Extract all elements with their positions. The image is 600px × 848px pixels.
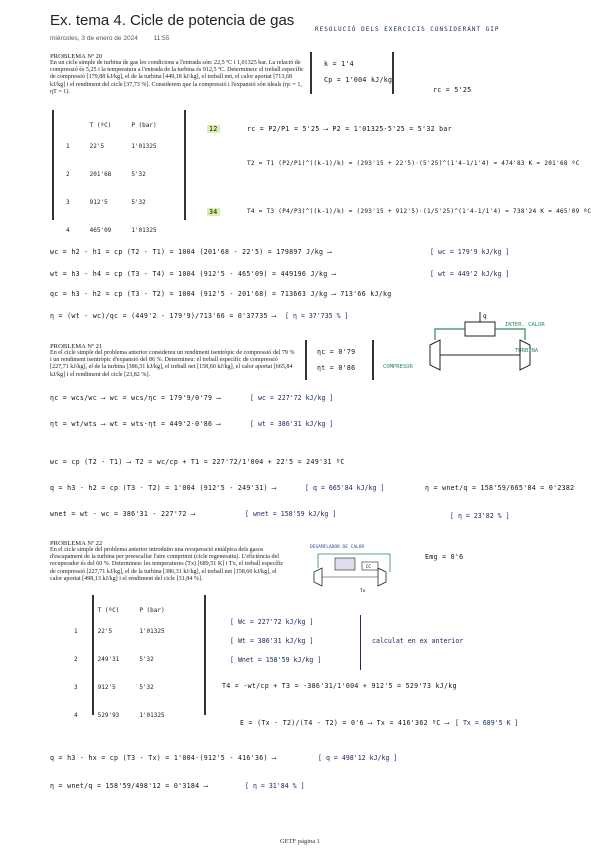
eq-qc-20: qc = h3 - h2 = cp (T3 - T2) = 1004 (912'5 - 201'68) = 713663 J/kg ⟶ 713'66 kJ/kg [50, 290, 392, 298]
label-q: q [483, 313, 487, 320]
eq-t4-22: T4 = -wt/cp + T3 = -386'31/1'004 + 912'5 = 529'73 kJ/kg [222, 682, 457, 690]
eq-q-21: q = h3 - h2 = cp (T3 - T2) = 1'004 (912'5 - 249'31) ⟶ [50, 484, 277, 492]
problem-22-text: En el cicle simple del problema anterior introduïm una recuperació entàlpica dels gasos d'escapament de la turbina per preescalfar l'aire comprimit (cicle regeneratiu). L'eficiència del recuperador és del 60 %. Determineu: les temperatures (Tx) [689,51 K] i Tx, el treball específic de compressió [227,71 kJ/kg], el de la turbina [386,31 kJ/kg], el treball net [158,60 kJ/kg], el calor aportat [498,13 kJ/kg] i el rendiment del cicle [31,84 %]. [50, 547, 284, 582]
eq-wnet-21: wnet = wt - wc = 386'31 - 227'72 ⟶ [50, 510, 196, 518]
problem-20-table [56, 118, 167, 244]
result-wc-22: [ Wc = 227'72 kJ/kg ] [230, 618, 314, 626]
table-row: 1 22'5 1'01325 [66, 142, 157, 150]
header-note: RESOLUCIÓ DELS EXERCICIS CONSIDERANT GIP [315, 26, 500, 33]
efficiency-box [305, 340, 374, 380]
result-wnet-21: [ wnet = 158'59 kJ/kg ] [245, 510, 337, 518]
label-turbine: TURBINA [515, 348, 539, 354]
table-row: 1 22'5 1'01325 [74, 627, 165, 635]
problem-22-table [64, 603, 175, 729]
turbine-shape [520, 340, 530, 370]
problem-21-title: PROBLEMA Nº 21 [50, 343, 103, 350]
label-compressor: COMPRESOR [383, 364, 413, 370]
result-eta-21: [ η = 23'82 % ] [450, 512, 510, 520]
pipe [435, 329, 465, 340]
result-wt-20: [ wt = 449'2 kJ/kg ] [430, 270, 510, 278]
table-row: 4 529'93 1'01325 [74, 711, 165, 719]
label-heater: INTER. CALOR [505, 322, 545, 328]
table-header-row: T (ºC) P (bar) [97, 606, 165, 614]
problem-22-table-box [74, 595, 206, 719]
turbine-shape [378, 568, 386, 586]
label-cc: CC [366, 564, 371, 569]
table-row: 3 912'5 5'32 [74, 683, 154, 691]
table-row: 4 465'09 1'01325 [66, 226, 157, 234]
compressor-shape [314, 568, 322, 586]
side-note: calculat en ex anterior [372, 637, 464, 645]
pipe [495, 329, 525, 340]
page-meta [50, 35, 183, 42]
table-row: 2 249'31 5'32 [74, 655, 154, 663]
eq-eta-21: η = wnet/q = 158'59/665'84 = 0'2382 [425, 484, 575, 492]
divider [360, 615, 361, 670]
eq-eta-20: η = (wt - wc)/qc = (449'2 - 179'9)/713'66 = 0'37735 ⟶ [50, 312, 277, 320]
label-tx: Tx [360, 589, 366, 594]
result-q-22: [ q = 498'12 kJ/kg ] [318, 754, 398, 762]
page-time: 11:55 [153, 35, 170, 42]
result-wt-21: [ wt = 386'31 kJ/kg ] [250, 420, 334, 428]
page-date: miércoles, 3 de enero de 2024 [50, 35, 138, 42]
label-regenerator: DESAMFLADOR DE CALOR [310, 545, 365, 550]
problem-20-title: PROBLEMA Nº 20 [50, 53, 103, 60]
eq-wc-20: wc = h2 - h1 = cp (T2 - T1) = 1004 (201'68 - 22'5) = 179897 J/kg ⟶ [50, 248, 332, 256]
eq-rc: rc = P2/P1 = 5'25 ⟶ P2 = 1'01325·5'25 = 5'32 bar [247, 125, 452, 133]
result-wc-20: [ wc = 179'9 kJ/kg ] [430, 248, 510, 256]
table-header-row: T (ºC) P (bar) [89, 121, 157, 129]
compressor-shape [430, 340, 440, 370]
table-row: 2 201'68 5'32 [66, 170, 146, 178]
cycle-diagram-21 [383, 310, 565, 390]
result-wnet-22: [ Wnet = 158'59 kJ/kg ] [230, 656, 322, 664]
cycle-diagram-22 [300, 540, 400, 595]
problem-20-text: En un cicle simple de turbina de gas les condicions a l'entrada són: 22,5 ºC i 1,01325 bar. La relació de compressió és 5,25 i la temperatura a l'entrada de la turbina és 912,5 ºC. Determineu: el treball específic de compressió [179,88 kJ/kg], el de la turbina [449,18 kJ/kg], el treball net, el calor aportat [713,68 kJ/kg] i el rendiment del cicle [37,73 %]. Considerem que la compressió i l'expansió són ideals (ηc = 1, ηT = 1). [50, 60, 304, 95]
problem-21-text: En el cicle simple del problema anterior considereu un rendiment isentròpic de compressió del 79 % i un rendiment isentròpic d'expansió del 86 %. Determineu: el treball específic de compressió [227,71 kJ/kg], el de la turbina [386,31 kJ/kg], el treball net [158,60 kJ/kg], el calor aportat [665,84 kJ/kg] i el rendiment del cicle [23,82 %]. [50, 350, 295, 378]
page-title: Ex. tema 4. Cicle de potencia de gas [50, 12, 295, 29]
eq-t4: T4 = T3 (P4/P3)^((k-1)/k) = (293'15 + 912'5)·(1/5'25)^(1'4-1/1'4) = 738'24 K = 465'09 ºC [247, 208, 592, 215]
table-row: 3 912'5 5'32 [66, 198, 146, 206]
tag-12: 12 [209, 125, 218, 133]
constants-box [310, 52, 394, 94]
eq-eta-22: η = wnet/q = 158'59/498'12 = 0'3184 ⟶ [50, 782, 208, 790]
regenerator-efficiency: Emg = 0'6 [425, 553, 464, 561]
eq-wt-20: wt = h3 - h4 = cp (T3 - T4) = 1004 (912'5 - 465'09) = 449196 J/kg ⟶ [50, 270, 337, 278]
result-tx-22: [ Tx = 689'5 K ] [455, 719, 519, 727]
eq-t2-21: wc = cp (T2 - T1) ⟶ T2 = wc/cp + T1 = 227'72/1'004 + 22'5 = 249'31 ºC [50, 458, 345, 466]
heater-shape [465, 322, 495, 336]
result-q-21: [ q = 665'84 kJ/kg ] [305, 484, 385, 492]
eq-wt-21: ηt = wt/wts ⟶ wt = wts·ηt = 449'2·0'86 ⟶ [50, 420, 221, 428]
constant-rc: rc = 5'25 [433, 86, 472, 94]
eq-e-22: E = (Tx - T2)/(T4 - T2) = 0'6 ⟶ Tx = 416'362 ºC ⟶ [240, 719, 450, 727]
eq-t2: T2 = T1 (P2/P1)^((k-1)/k) = (293'15 + 22'5)·(5'25)^(1'4-1/1'4) = 474'83 K = 201'68 ºC [247, 160, 580, 167]
page-footer: GETF página 1 [279, 838, 321, 845]
eq-q-22: q = h3 - hx = cp (T3 - Tx) = 1'004·(912'5 - 416'36) ⟶ [50, 754, 277, 762]
constant-cp: Cp = 1'004 kJ/kg [324, 76, 393, 84]
result-wt-22: [ Wt = 386'31 kJ/kg ] [230, 637, 314, 645]
tag-34: 34 [209, 208, 218, 216]
constant-k: k = 1'4 [324, 60, 354, 68]
problem-20-table-box [52, 110, 186, 234]
result-wc-21: [ wc = 227'72 kJ/kg ] [250, 394, 334, 402]
result-eta-20: [ η = 37'735 % ] [285, 312, 349, 320]
eta-c: ηc = 0'79 [317, 348, 356, 356]
result-eta-22: [ η = 31'84 % ] [245, 782, 305, 790]
eq-wc-21: ηc = wcs/wc ⟶ wc = wcs/ηc = 179'9/0'79 ⟶ [50, 394, 221, 402]
regenerator-shape [335, 558, 355, 570]
eta-t: ηt = 0'86 [317, 364, 356, 372]
problem-22-title: PROBLEMA Nº 22 [50, 540, 103, 547]
